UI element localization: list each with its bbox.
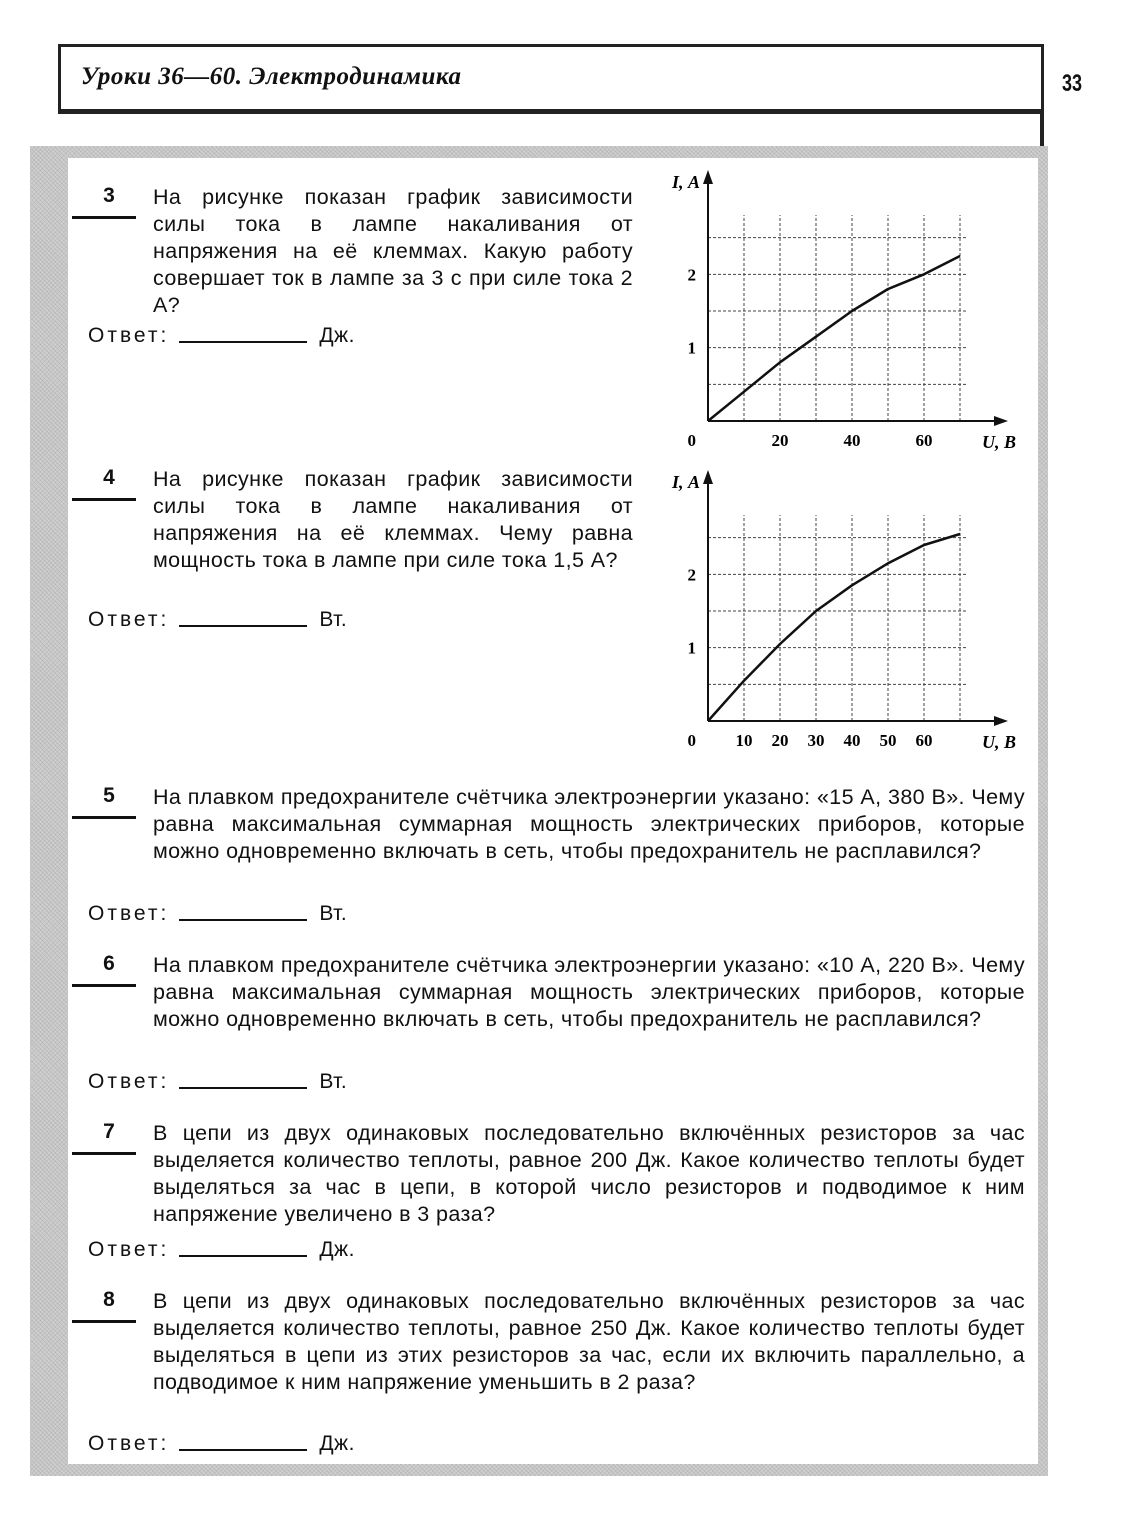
task-number: 8 bbox=[103, 1288, 115, 1311]
series-line bbox=[708, 534, 960, 721]
answer-row bbox=[88, 1238, 355, 1262]
y-tick-label: 1 bbox=[687, 638, 696, 658]
answer-label: Ответ: bbox=[88, 902, 170, 925]
answer-blank[interactable] bbox=[179, 341, 307, 343]
x-tick-label: 40 bbox=[843, 431, 861, 450]
answer-blank[interactable] bbox=[179, 625, 307, 627]
answer-unit: Вт. bbox=[319, 1070, 348, 1093]
y-axis-arrow bbox=[703, 170, 713, 184]
x-tick-label: 60 bbox=[915, 431, 933, 450]
y-tick-label: 1 bbox=[687, 338, 696, 358]
page-number: 33 bbox=[1062, 70, 1083, 97]
y-axis-arrow bbox=[703, 470, 713, 484]
task-number-line bbox=[72, 816, 136, 819]
answer-label: Ответ: bbox=[88, 324, 170, 347]
task-7 bbox=[68, 1120, 1038, 1270]
page-title: Уроки 36—60. Электродинамика bbox=[81, 63, 462, 90]
task-number: 4 bbox=[103, 466, 115, 489]
answer-label: Ответ: bbox=[88, 608, 170, 631]
header-right-edge bbox=[1040, 110, 1044, 146]
task-text: На рисунке показан график зависимости силы тока в лампе накаливания от напряжения на её клеммах. Чему равна мощность тока в лампе при силе тока 1,5 А? bbox=[153, 467, 633, 572]
task-number-line bbox=[72, 1152, 136, 1155]
answer-blank[interactable] bbox=[179, 1449, 307, 1451]
answer-unit: Дж. bbox=[319, 324, 355, 347]
task-number-line bbox=[72, 498, 136, 501]
answer-row bbox=[88, 902, 347, 926]
current-voltage-graph-1 bbox=[650, 166, 1040, 456]
x-tick-label: 30 bbox=[807, 731, 825, 750]
task-text: На плавком предохранителе счётчика электроэнергии указано: «15 А, 380 В». Чему равна максимальная суммарная мощность электрических приборов, которые можно одновременно включать в сеть, чтобы предохранитель не расплавился? bbox=[153, 785, 1025, 863]
task-text: В цепи из двух одинаковых последовательно включённых резисторов за час выделяется количество теплоты, равное 200 Дж. Какое количество теплоты будет выделяться за час в цепи, в которой число резисторов и подводимое к ним напряжение увеличено в 3 раза? bbox=[153, 1121, 1025, 1226]
answer-row bbox=[88, 608, 347, 632]
y-tick-label: 2 bbox=[687, 565, 696, 585]
answer-label: Ответ: bbox=[88, 1238, 170, 1261]
task-number: 5 bbox=[103, 784, 115, 807]
x-axis-arrow bbox=[994, 716, 1008, 726]
task-number-line bbox=[72, 984, 136, 987]
answer-blank[interactable] bbox=[179, 1255, 307, 1257]
answer-row bbox=[88, 1432, 355, 1456]
origin-label: 0 bbox=[687, 731, 696, 750]
x-tick-label: 10 bbox=[735, 731, 753, 750]
task-5 bbox=[68, 784, 1038, 934]
series-line bbox=[708, 256, 960, 421]
x-tick-label: 20 bbox=[771, 731, 789, 750]
task-8 bbox=[68, 1288, 1038, 1464]
task-number: 6 bbox=[103, 952, 115, 975]
x-axis-label: U, В bbox=[982, 432, 1017, 452]
task-number: 3 bbox=[103, 184, 115, 207]
x-tick-label: 20 bbox=[771, 431, 789, 450]
task-number: 7 bbox=[103, 1120, 115, 1143]
task-number-line bbox=[72, 216, 136, 219]
task-number-line bbox=[72, 1320, 136, 1323]
answer-unit: Вт. bbox=[319, 902, 348, 925]
x-tick-label: 40 bbox=[843, 731, 861, 750]
task-text: На плавком предохранителе счётчика электроэнергии указано: «10 А, 220 В». Чему равна максимальная суммарная мощность электрических приборов, которые можно одновременно включать в сеть, чтобы предохранитель не расплавился? bbox=[153, 953, 1025, 1031]
task-text: В цепи из двух одинаковых последовательно включённых резисторов за час выделяется количество теплоты, равное 250 Дж. Какое количество теплоты будет выделяться в цепи из этих резисторов за час, если их включить параллельно, а подводимое к ним напряжение уменьшить в 2 раза? bbox=[153, 1289, 1025, 1394]
task-text: На рисунке показан график зависимости силы тока в лампе накаливания от напряжения на её клеммах. Какую работу совершает ток в лампе за 3 с при силе тока 2 А? bbox=[153, 185, 633, 317]
answer-label: Ответ: bbox=[88, 1432, 170, 1455]
x-tick-label: 60 bbox=[915, 731, 933, 750]
x-axis-label: U, В bbox=[982, 732, 1017, 752]
answer-blank[interactable] bbox=[179, 1087, 307, 1089]
header-underline bbox=[58, 110, 1044, 114]
answer-label: Ответ: bbox=[88, 1070, 170, 1093]
answer-row bbox=[88, 324, 355, 348]
y-axis-label: I, А bbox=[671, 472, 700, 492]
origin-label: 0 bbox=[687, 431, 696, 450]
y-axis-label: I, А bbox=[671, 172, 700, 192]
answer-row bbox=[88, 1070, 347, 1094]
x-axis-arrow bbox=[994, 416, 1008, 426]
task-6 bbox=[68, 952, 1038, 1102]
answer-blank[interactable] bbox=[179, 919, 307, 921]
answer-unit: Вт. bbox=[319, 608, 348, 631]
answer-unit: Дж. bbox=[319, 1432, 355, 1455]
page-header bbox=[58, 44, 1044, 112]
answer-unit: Дж. bbox=[319, 1238, 355, 1261]
x-tick-label: 50 bbox=[879, 731, 897, 750]
y-tick-label: 2 bbox=[687, 265, 696, 285]
current-voltage-graph-2 bbox=[650, 466, 1040, 756]
